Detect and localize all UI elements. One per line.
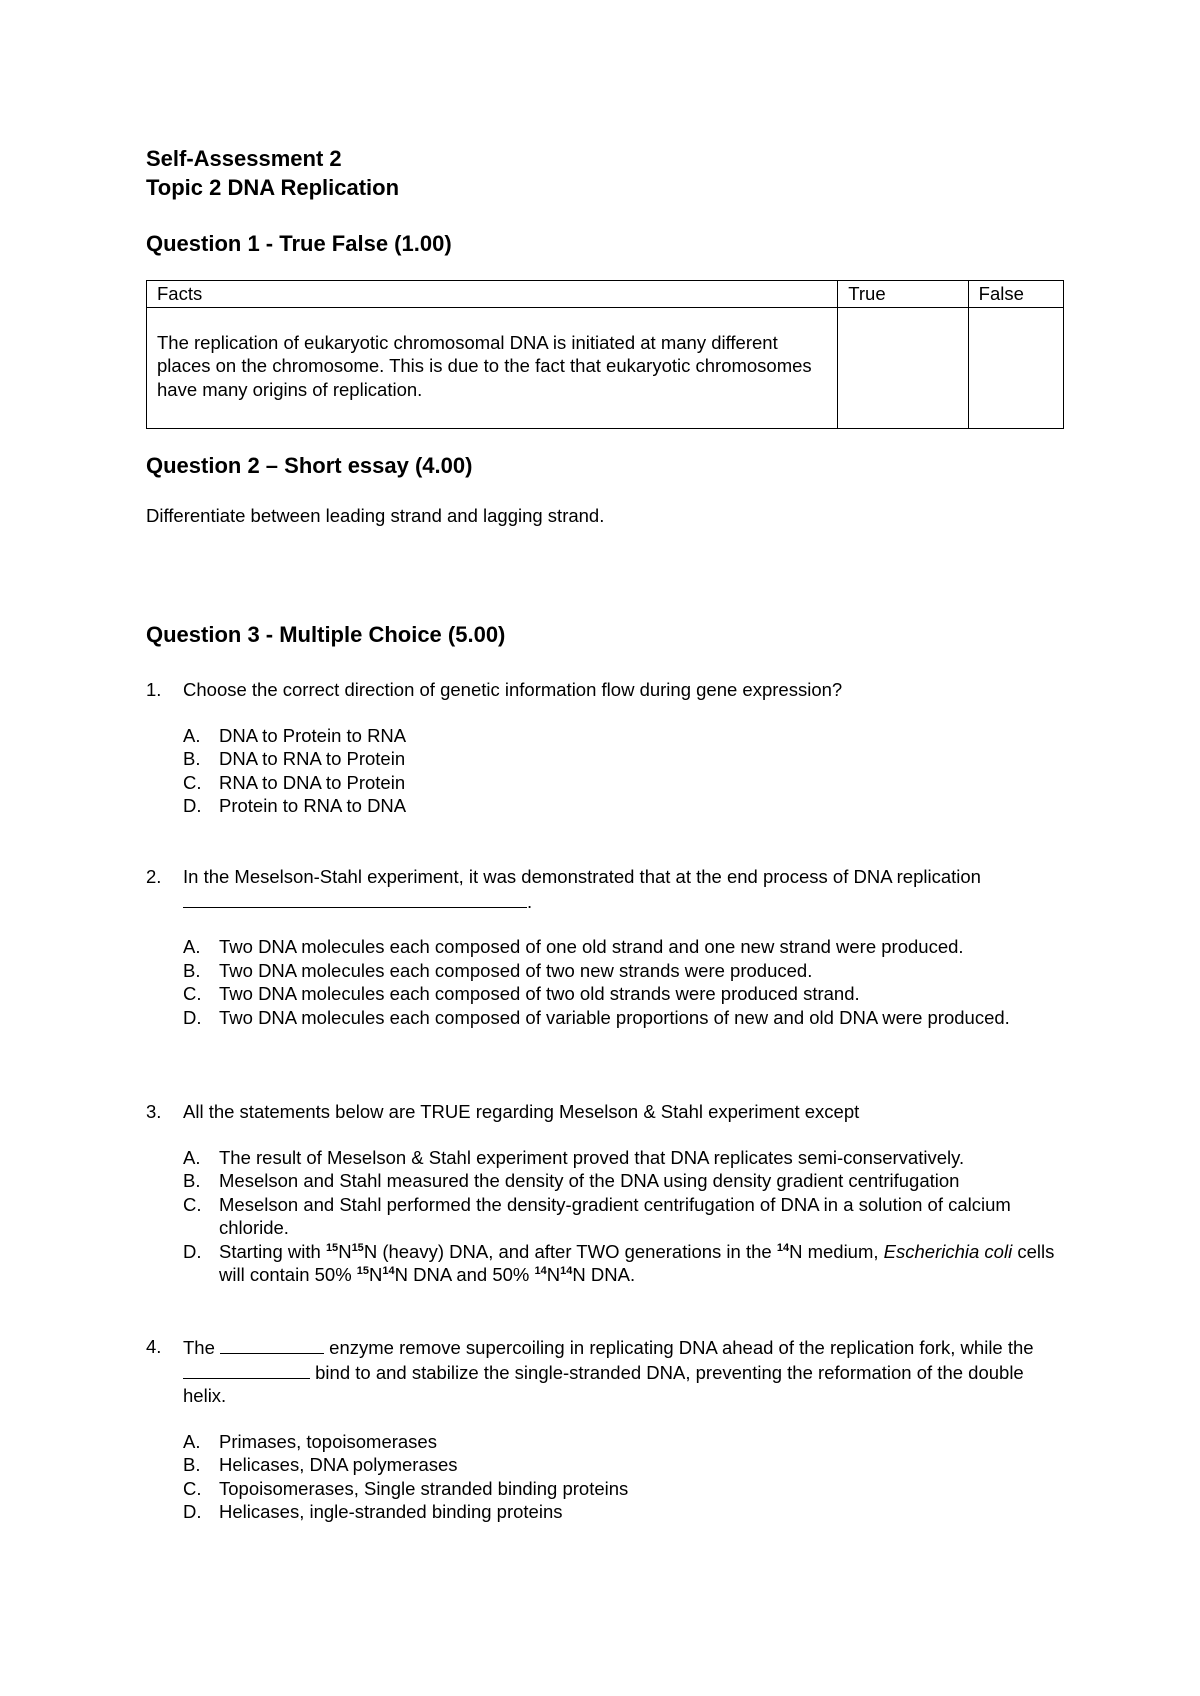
option-text: Two DNA molecules each composed of two new strands were produced. [219, 959, 813, 981]
text-run: bind to and stabilize the single-stranded DNA, preventing the reformation of the double helix. [183, 1361, 1024, 1406]
fact-cell [147, 307, 838, 428]
true-column-header: True [838, 281, 968, 308]
isotope-superscript: 15 [325, 1241, 339, 1254]
text-run: N (heavy) DNA, and after TWO generations in the [363, 1240, 777, 1262]
question-text [183, 865, 1066, 913]
text-run: cells will contain 50% [219, 1240, 1055, 1285]
question-number: 1. [146, 679, 162, 700]
question-text-part: In the Meselson-Stahl experiment, it was demonstrated that at the end process of DNA replication [183, 866, 981, 887]
option-letter: C. [183, 1193, 202, 1215]
option-letter: D. [183, 1240, 202, 1262]
option-letter: B. [183, 748, 201, 769]
true-false-table [146, 280, 1064, 429]
text-run: N [546, 1264, 561, 1285]
option-text: Primases, topoisomerases [219, 1430, 437, 1452]
isotope-superscript: 14 [382, 1265, 395, 1277]
option-letter: D. [183, 795, 202, 816]
option-letter: C. [183, 1477, 202, 1499]
mcq-item-1 [146, 678, 1066, 818]
option-letter: B. [183, 1170, 201, 1191]
table-header-row [147, 281, 1064, 308]
isotope-superscript: 14 [560, 1265, 573, 1277]
question-text: All the statements below are TRUE regarding Meselson & Stahl experiment except [183, 1101, 860, 1122]
question-text [183, 1335, 1066, 1408]
false-column-header: False [968, 281, 1063, 308]
option-c[interactable] [183, 982, 1066, 1006]
option-a[interactable] [183, 1430, 1066, 1454]
isotope-superscript: 15 [356, 1265, 370, 1277]
isotope-superscript: 14 [534, 1265, 547, 1277]
isotope-superscript: 15 [351, 1241, 364, 1254]
option-text: Meselson and Stahl measured the density of the DNA using density gradient centrifugation [219, 1170, 960, 1191]
option-text: Helicases, ingle-stranded binding proteins [219, 1501, 563, 1522]
option-a[interactable] [183, 1146, 1066, 1170]
option-text: RNA to DNA to Protein [219, 771, 406, 793]
question-stem [146, 678, 1066, 702]
option-c[interactable] [183, 1477, 1066, 1501]
answer-blank[interactable] [220, 1335, 324, 1354]
option-list [146, 1146, 1066, 1287]
question-number: 3. [146, 1101, 162, 1122]
option-d[interactable] [183, 1006, 1066, 1030]
option-text: Two DNA molecules each composed of one old strand and one new strand were produced. [219, 936, 964, 957]
document-title: Self-Assessment 2 [146, 146, 342, 171]
question-number: 4. [146, 1336, 162, 1357]
option-b[interactable] [183, 959, 1066, 983]
option-a[interactable] [183, 935, 1066, 959]
option-text: Protein to RNA to DNA [219, 795, 407, 816]
question-3-heading: Question 3 - Multiple Choice (5.00) [146, 622, 506, 647]
question-2-prompt: Differentiate between leading strand and lagging strand. [146, 505, 605, 526]
text-run: The [183, 1337, 221, 1358]
option-c[interactable] [183, 771, 1066, 795]
option-text: DNA to Protein to RNA [219, 724, 407, 746]
mcq-item-4 [146, 1335, 1066, 1524]
question-stem [146, 865, 1066, 913]
question-text-end: . [527, 890, 533, 912]
option-text [219, 1240, 1066, 1287]
question-2-heading: Question 2 – Short essay (4.00) [146, 453, 473, 478]
option-list [146, 724, 1066, 818]
option-c[interactable] [183, 1193, 1066, 1240]
true-answer-cell[interactable] [838, 307, 968, 428]
option-text: The result of Meselson & Stahl experiment proved that DNA replicates semi-conservatively. [219, 1146, 965, 1168]
option-text: Topoisomerases, Single stranded binding proteins [219, 1477, 629, 1499]
option-letter: A. [183, 724, 201, 746]
option-letter: C. [183, 983, 202, 1004]
option-b[interactable] [183, 747, 1066, 771]
false-answer-cell[interactable] [968, 307, 1063, 428]
option-d[interactable] [183, 1240, 1066, 1287]
fact-statement: The replication of eukaryotic chromosomal DNA is initiated at many different places on the chromosome. This is due to the fact that eukaryotic chromosomes have many origins of replication. [157, 331, 812, 400]
option-text: DNA to RNA to Protein [219, 748, 406, 769]
text-run: enzyme remove supercoiling in replicating DNA ahead of the replication fork, while the [324, 1337, 1034, 1358]
option-letter: B. [183, 1454, 201, 1475]
question-number: 2. [146, 866, 162, 887]
question-stem [146, 1100, 1066, 1124]
option-a[interactable] [183, 724, 1066, 748]
option-list [146, 935, 1066, 1029]
facts-column-header: Facts [147, 281, 838, 308]
text-run: N DNA and 50% [394, 1264, 535, 1285]
answer-blank[interactable] [183, 889, 527, 908]
mcq-item-3 [146, 1100, 1066, 1287]
option-text: Two DNA molecules each composed of variable proportions of new and old DNA were produced. [219, 1006, 1010, 1028]
option-letter: D. [183, 1501, 202, 1522]
mcq-item-2 [146, 865, 1066, 1029]
text-run: N DNA. [572, 1264, 636, 1285]
option-letter: A. [183, 936, 201, 957]
question-text: Choose the correct direction of genetic information flow during gene expression? [183, 679, 843, 700]
option-b[interactable] [183, 1169, 1066, 1193]
option-text: Meselson and Stahl performed the density-gradient centrifugation of DNA in a solution of calcium chloride. [219, 1193, 1011, 1238]
species-name: Escherichia coli [883, 1240, 1013, 1262]
text-run: N medium, [789, 1240, 884, 1262]
text-run: N [338, 1240, 352, 1262]
option-letter: C. [183, 771, 202, 793]
option-letter: D. [183, 1006, 202, 1028]
option-list [146, 1430, 1066, 1524]
text-run: Starting with [219, 1240, 326, 1262]
text-run: N [369, 1264, 383, 1285]
option-d[interactable] [183, 794, 1066, 818]
answer-blank[interactable] [183, 1360, 310, 1379]
document-subtitle: Topic 2 DNA Replication [146, 175, 400, 200]
option-letter: A. [183, 1146, 201, 1168]
option-b[interactable] [183, 1453, 1066, 1477]
question-stem [146, 1335, 1066, 1408]
isotope-superscript: 14 [776, 1241, 790, 1254]
question-1-heading: Question 1 - True False (1.00) [146, 231, 452, 256]
table-row [147, 307, 1064, 428]
option-text: Helicases, DNA polymerases [219, 1454, 458, 1475]
option-letter: A. [183, 1430, 201, 1452]
option-d[interactable] [183, 1500, 1066, 1524]
option-text: Two DNA molecules each composed of two old strands were produced strand. [219, 983, 860, 1004]
option-letter: B. [183, 959, 201, 981]
